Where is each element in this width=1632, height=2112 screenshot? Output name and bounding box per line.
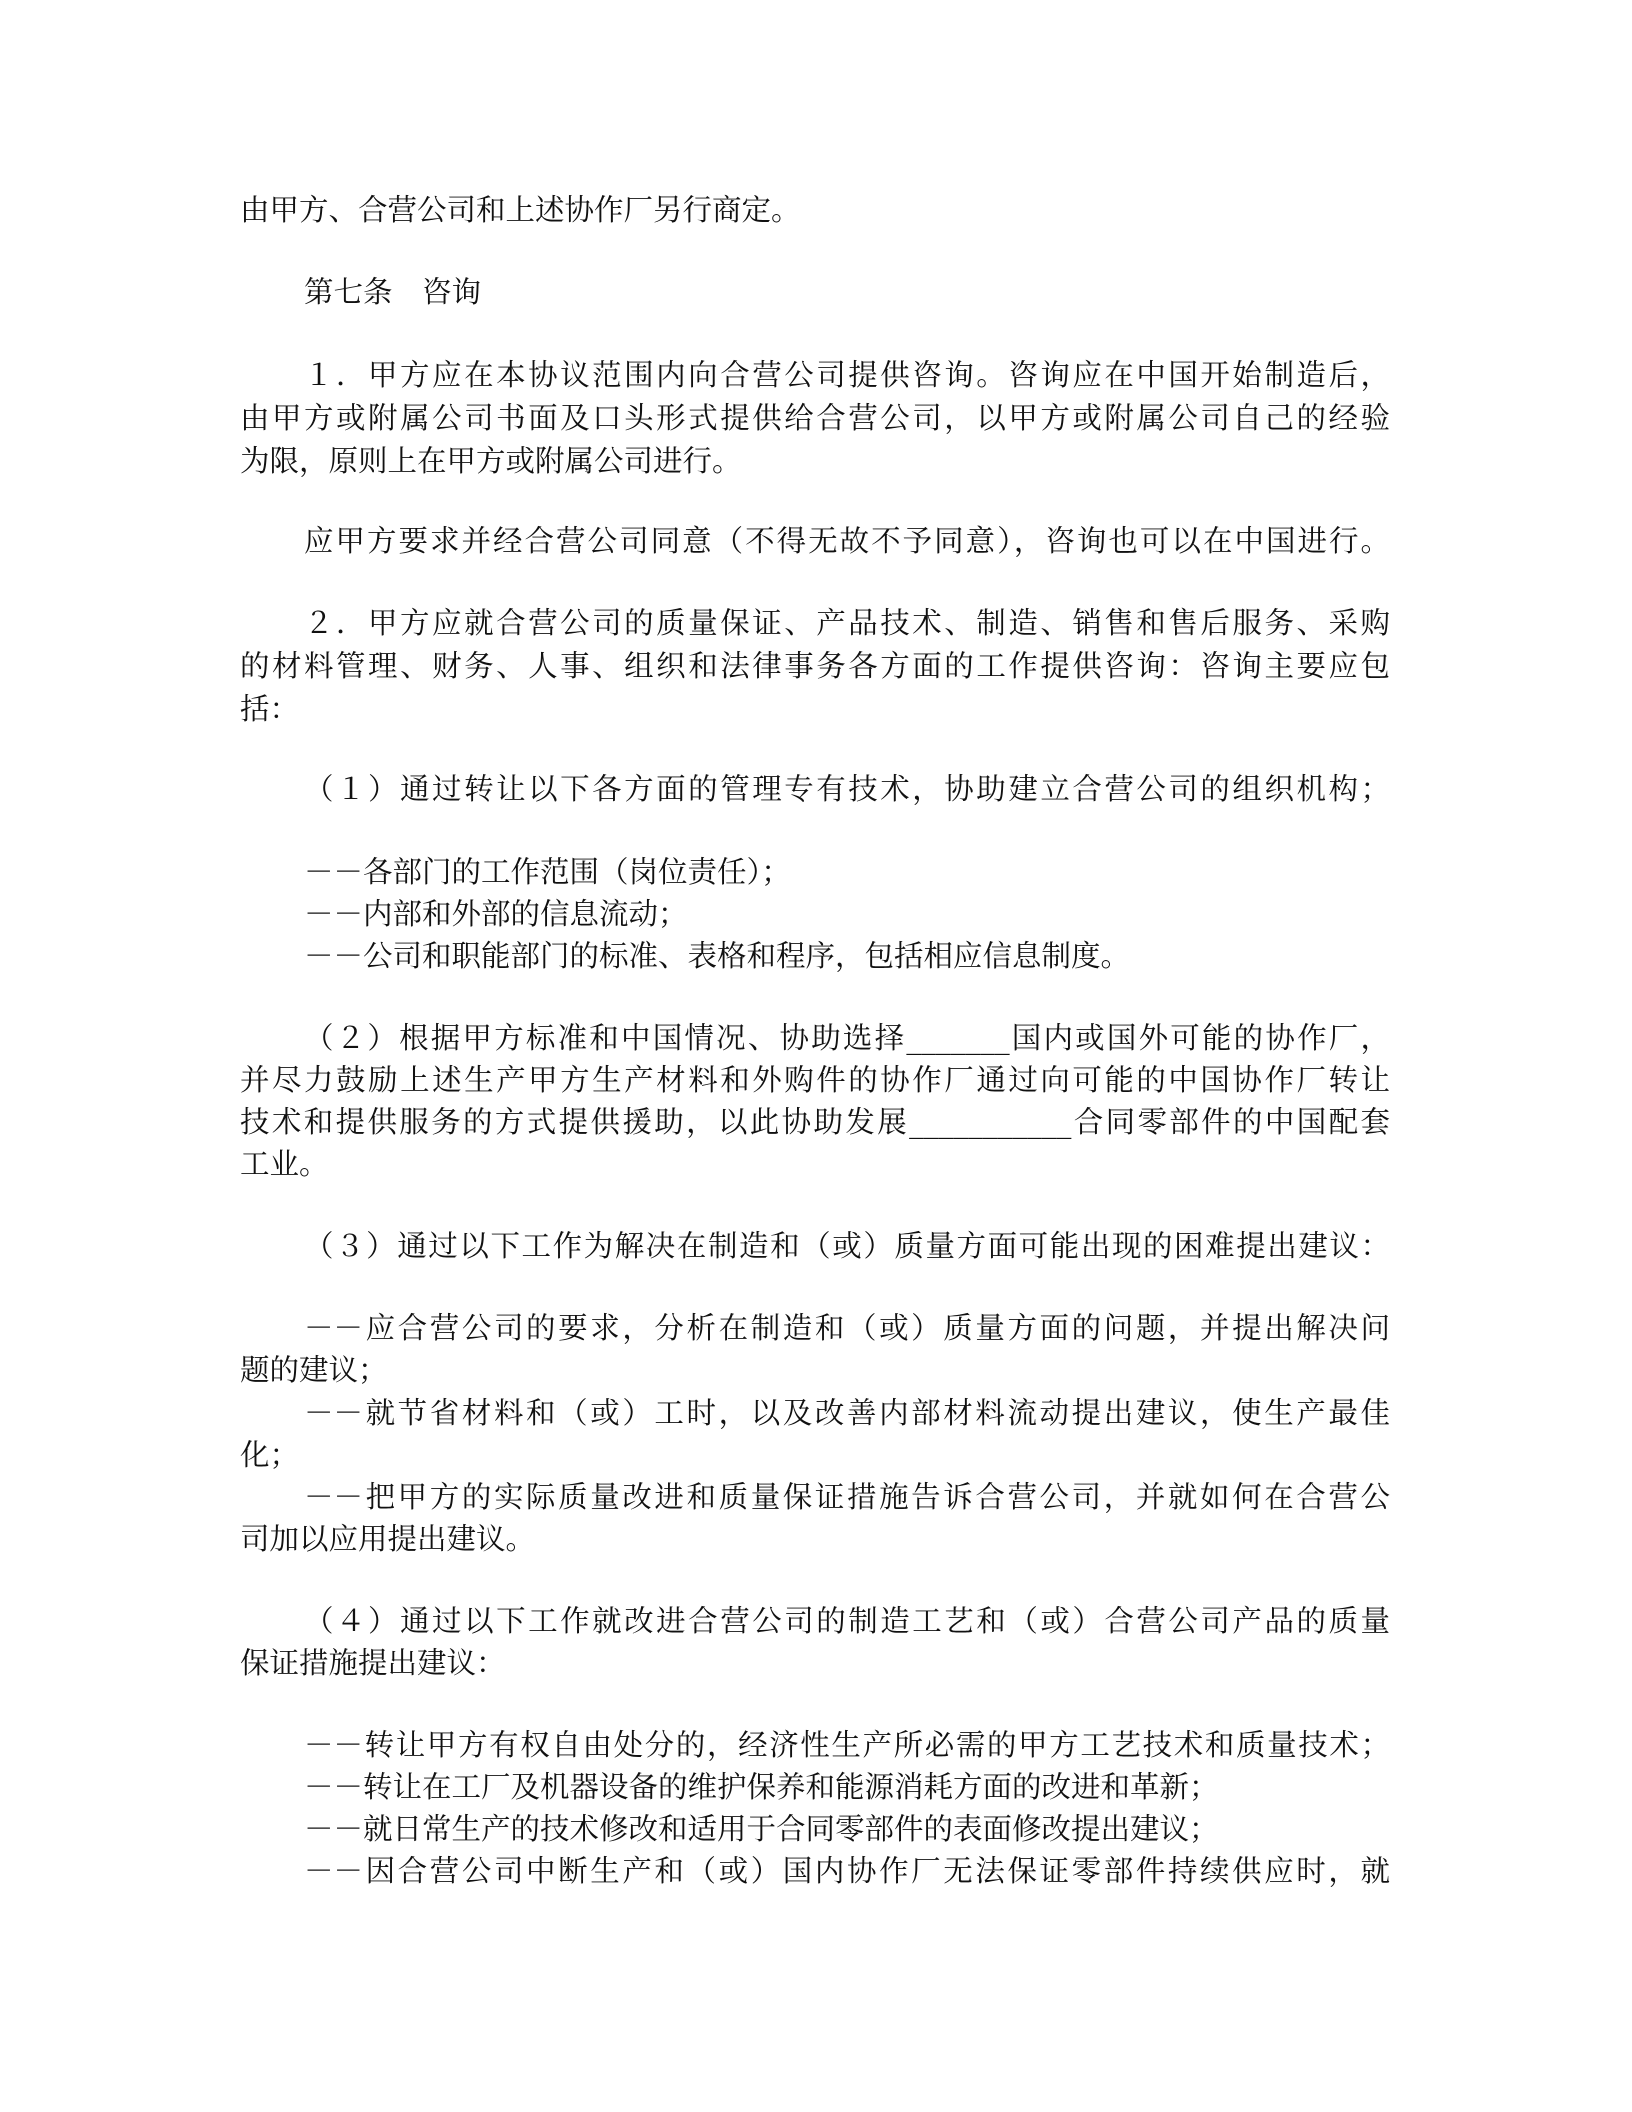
text-line: 司加以应用提出建议。 <box>240 1522 536 1556</box>
list-item: －－把甲方的实际质量改进和质量保证措施告诉合营公司，并就如何在合营公 <box>304 1480 1390 1514</box>
list-item: －－就节省材料和（或）工时，以及改善内部材料流动提出建议，使生产最佳 <box>304 1396 1390 1430</box>
text-line: 题的建议； <box>240 1353 388 1387</box>
text-line: 由甲方、合营公司和上述协作厂另行商定。 <box>240 193 801 227</box>
text-line: 由甲方或附属公司书面及口头形式提供给合营公司，以甲方或附属公司自己的经验 <box>240 401 1390 435</box>
text-line: ２．甲方应就合营公司的质量保证、产品技术、制造、销售和售后服务、采购 <box>304 606 1390 640</box>
text-line: 保证措施提出建议： <box>240 1646 506 1680</box>
list-item: －－转让甲方有权自由处分的，经济性生产所必需的甲方工艺技术和质量技术； <box>304 1728 1390 1762</box>
text-line: 技术和提供服务的方式提供援助，以此协助发展___________合同零部件的中国配套 <box>240 1105 1390 1139</box>
list-item: －－公司和职能部门的标准、表格和程序，包括相应信息制度。 <box>304 939 1131 973</box>
list-item: －－内部和外部的信息流动； <box>304 897 688 931</box>
text-line: 工业。 <box>240 1147 329 1181</box>
list-item: －－各部门的工作范围（岗位责任）； <box>304 855 791 889</box>
list-item: －－就日常生产的技术修改和适用于合同零部件的表面修改提出建议； <box>304 1812 1219 1846</box>
text-line: （４）通过以下工作就改进合营公司的制造工艺和（或）合营公司产品的质量 <box>304 1604 1390 1638</box>
text-line: 的材料管理、财务、人事、组织和法律事务各方面的工作提供咨询：咨询主要应包 <box>240 649 1390 683</box>
text-line: （２）根据甲方标准和中国情况、协助选择_______国内或国外可能的协作厂， <box>304 1021 1390 1055</box>
text-line: 括： <box>240 692 300 726</box>
list-item: －－应合营公司的要求，分析在制造和（或）质量方面的问题，并提出解决问 <box>304 1311 1390 1345</box>
text-line: （１）通过转让以下各方面的管理专有技术，协助建立合营公司的组织机构； <box>304 772 1390 806</box>
list-item: －－因合营公司中断生产和（或）国内协作厂无法保证零部件持续供应时，就 <box>304 1854 1390 1888</box>
text-line: １．甲方应在本协议范围内向合营公司提供咨询。咨询应在中国开始制造后， <box>304 358 1390 392</box>
text-line: 并尽力鼓励上述生产甲方生产材料和外购件的协作厂通过向可能的中国协作厂转让 <box>240 1063 1390 1097</box>
text-line: 为限，原则上在甲方或附属公司进行。 <box>240 444 742 478</box>
text-line: 应甲方要求并经合营公司同意（不得无故不予同意），咨询也可以在中国进行。 <box>304 524 1390 558</box>
list-item: －－转让在工厂及机器设备的维护保养和能源消耗方面的改进和革新； <box>304 1770 1219 1804</box>
text-line: （３）通过以下工作为解决在制造和（或）质量方面可能出现的困难提出建议： <box>304 1229 1390 1263</box>
text-line: 化； <box>240 1438 300 1472</box>
article-heading: 第七条 咨询 <box>304 275 482 309</box>
